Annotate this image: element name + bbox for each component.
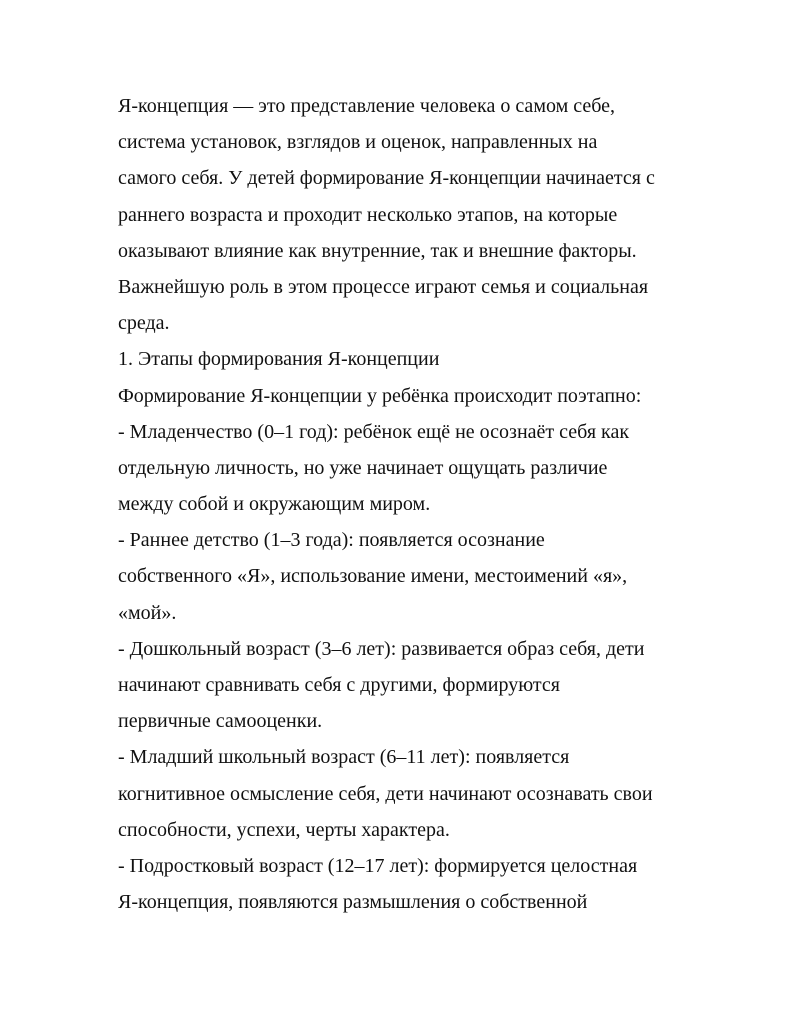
section-intro-line: Формирование Я-концепции у ребёнка происходит поэтапно: xyxy=(118,384,642,407)
intro-line: Я-концепция — это представление человека о самом себе, xyxy=(118,95,616,117)
list-item-infancy: - Младенчество (0–1 год): ребёнок ещё не осознаёт себя как xyxy=(118,420,630,443)
intro-line: система установок, взглядов и оценок, направленных на xyxy=(118,131,598,154)
intro-line: раннего возраста и проходит несколько этапов, на которые xyxy=(118,203,618,226)
list-item-early-childhood-cont: собственного «Я», использование имени, местоимений «я», xyxy=(118,565,628,588)
document-body xyxy=(118,88,698,920)
list-item-adolescence-cont: Я-концепция, появляются размышления о собственной xyxy=(118,891,588,914)
list-item-early-childhood-cont: «мой». xyxy=(118,601,177,624)
list-item-preschool-cont: начинают сравнивать себя с другими, формируются xyxy=(118,674,560,696)
intro-line: оказывают влияние как внутренние, так и внешние факторы. xyxy=(118,239,637,262)
list-item-infancy-cont: между собой и окружающим миром. xyxy=(118,493,431,516)
list-item-preschool: - Дошкольный возраст (3–6 лет): развивается образ себя, дети xyxy=(118,637,645,660)
list-item-preschool-cont: первичные самооценки. xyxy=(118,710,323,733)
list-item-early-childhood: - Раннее детство (1–3 года): появляется осознание xyxy=(118,529,545,552)
list-item-adolescence: - Подростковый возраст (12–17 лет): формируется целостная xyxy=(118,854,638,877)
list-item-infancy-cont: отдельную личность, но уже начинает ощущать различие xyxy=(118,456,608,479)
section-heading: 1. Этапы формирования Я-концепции xyxy=(118,348,440,371)
intro-line: самого себя. У детей формирование Я-концепции начинается с xyxy=(118,167,655,190)
list-item-primary-school-cont: когнитивное осмысление себя, дети начинают осознавать свои xyxy=(118,782,653,805)
list-item-primary-school: - Младший школьный возраст (6–11 лет): появляется xyxy=(118,746,570,769)
intro-line: Важнейшую роль в этом процессе играют семья и социальная xyxy=(118,275,649,298)
list-item-primary-school-cont: способности, успехи, черты характера. xyxy=(118,818,450,841)
intro-line: среда. xyxy=(118,312,170,335)
